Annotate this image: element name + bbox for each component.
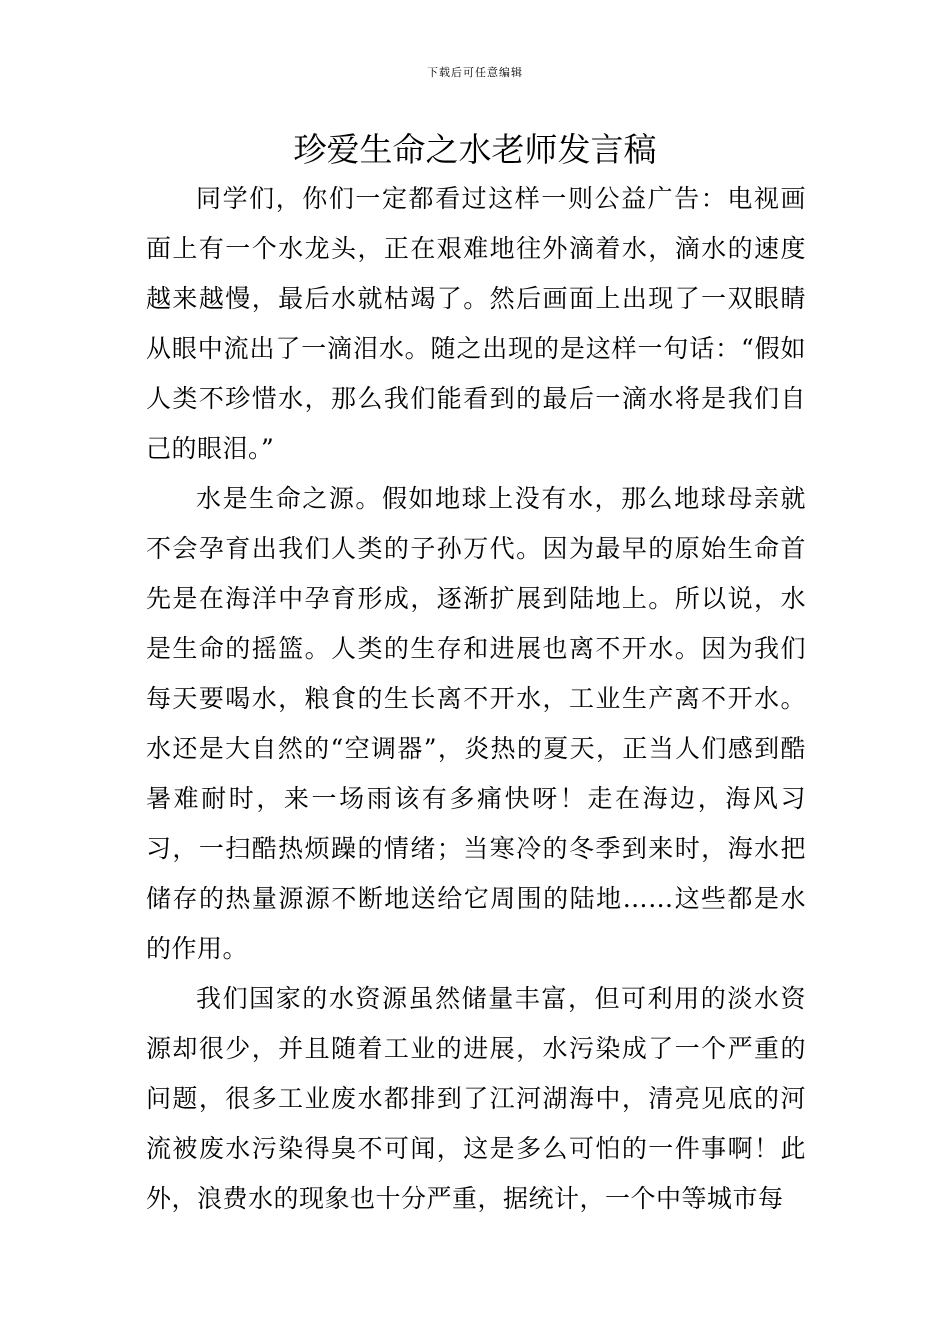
document-title: 珍爱生命之水老师发言稿 [293, 130, 657, 169]
paragraph-intro: 同学们，你们一定都看过这样一则公益广告：电视画面上有一个水龙头，正在艰难地往外滴着水，滴水的速度越来越慢，最后水就枯竭了。然后画面上出现了一双眼睛从眼中流出了一滴泪水。随之出现的是这样一句话：“假如人类不珍惜水，那么我们能看到的最后一滴水将是我们自己的眼泪。” [146, 184, 806, 463]
paragraph-water-source: 水是生命之源。假如地球上没有水，那么地球母亲就不会孕育出我们人类的子孙万代。因为最早的原始生命首先是在海洋中孕育形成，逐渐扩展到陆地上。所以说，水是生命的摇篮。人类的生存和进展也离不开水。因为我们每天要喝水，粮食的生长离不开水，工业生产离不开水。水还是大自然的“空调器”，炎热的夏天，正当人们感到酷暑难耐时，来一场雨该有多痛快呀！走在海边，海风习习，一扫酷热烦躁的情绪；当寒冷的冬季到来时，海水把储存的热量源源不断地送给它周围的陆地……这些都是水的作用。 [146, 484, 806, 963]
paragraph-water-resources: 我们国家的水资源虽然储量丰富，但可利用的淡水资源却很少，并且随着工业的进展，水污染成了一个严重的问题，很多工业废水都排到了江河湖海中，清亮见底的河流被废水污染得臭不可闻，这是多么可怕的一件事啊！此外，浪费水的现象也十分严重，据统计，一个中等城市每 [146, 984, 806, 1213]
header-note: 下载后可任意编辑 [427, 66, 523, 79]
document-body [146, 174, 806, 1224]
